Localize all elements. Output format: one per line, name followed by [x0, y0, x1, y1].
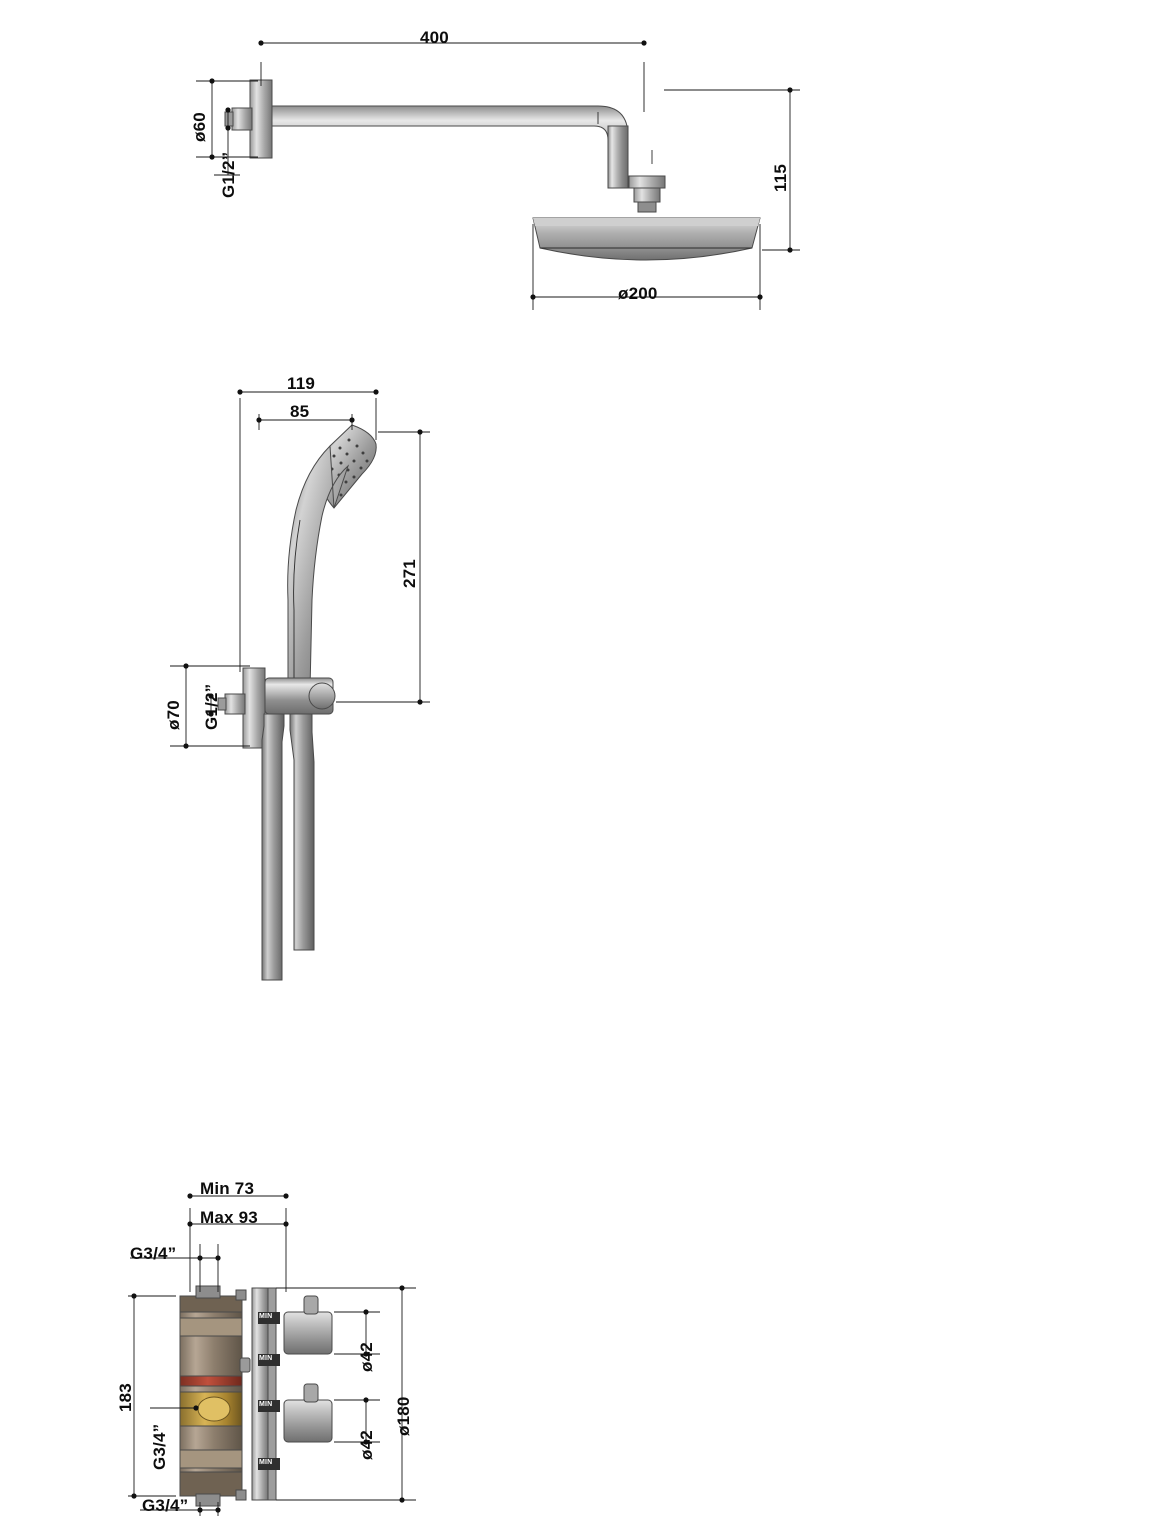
dim-handset-total-width: 119	[287, 374, 316, 393]
dim-upper-handle-diameter: ø42	[357, 1342, 376, 1372]
dim-side-outlet-thread: G3/4”	[150, 1423, 169, 1470]
marking-min-2: MIN	[259, 1355, 273, 1362]
dim-max-depth: Max 93	[200, 1208, 258, 1227]
dim-body-height: 183	[116, 1383, 135, 1412]
marking-min-1: MIN	[259, 1313, 273, 1320]
dim-cover-plate-diameter: ø180	[394, 1396, 413, 1436]
marking-min-3: MIN	[259, 1401, 273, 1408]
dim-outlet-flange-diameter: ø70	[164, 700, 183, 730]
dim-head-diameter: ø200	[618, 284, 658, 303]
dim-arm-length: 400	[420, 28, 449, 47]
dim-bottom-outlet-thread: G3/4”	[142, 1496, 189, 1515]
dim-outlet-thread: G1/2”	[202, 683, 221, 730]
dim-drop-height: 115	[771, 163, 790, 192]
dim-min-depth: Min 73	[200, 1179, 255, 1198]
marking-min-4: MIN	[259, 1459, 273, 1466]
dim-handset-length: 271	[400, 559, 419, 588]
dim-inlet-thread: G1/2”	[219, 151, 238, 198]
dim-wall-flange-diameter: ø60	[190, 112, 209, 142]
overhead-shower-geometry	[196, 40, 800, 310]
dim-handset-head-width: 85	[290, 402, 310, 421]
dim-top-inlet-thread: G3/4”	[130, 1244, 177, 1263]
dim-lower-handle-diameter: ø42	[357, 1430, 376, 1460]
